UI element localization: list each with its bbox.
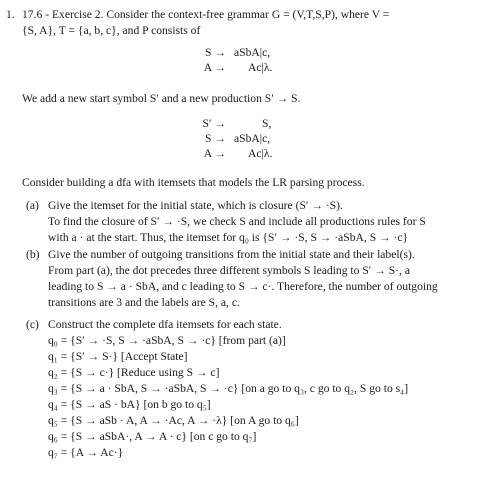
part-a-answer-line-2: with a · at the start. Thus, the itemset for q₀ is {S′ → ·S, S → ·aSbA, S → ·c} (48, 231, 409, 244)
grammar1-rhs-s: aSbA|c, (234, 46, 271, 59)
problem-intro-line-2: {S, A}, T = {a, b, c}, and P consists of (22, 24, 201, 37)
grammar2-lhs-s: S → (205, 132, 226, 145)
part-b-answer-line-1: From part (a), the dot precedes three different symbols S leading to S′ → S·, a (48, 264, 410, 277)
grammar1-lhs-s: S → (205, 46, 226, 59)
grammar2-rhs-a: Ac|λ. (248, 147, 273, 160)
consider-paragraph: Consider building a dfa with itemsets that models the LR parsing process. (22, 176, 365, 189)
state-q3: q₃ = {S → a · SbA, S → ·aSbA, S → ·c} [on a go to q₃, c go to q₂, S go to s₄] (48, 382, 409, 395)
part-a-label: (a) (26, 199, 39, 212)
grammar2-rhs-s: aSbA|c, (234, 132, 271, 145)
problem-number: 1. (6, 8, 15, 21)
grammar2-rhs-sprime: S, (262, 117, 272, 130)
state-q7: q₇ = {A → Ac·} (48, 446, 124, 459)
part-b-question: Give the number of outgoing transitions from the initial state and their label(s). (48, 248, 415, 261)
part-b-answer-line-2: leading to S → a · SbA, and c leading to S → c·. Therefore, the number of outgoing (48, 280, 438, 293)
state-q5: q₅ = {S → aSb · A, A → ·Ac, A → ·λ} [on A go to q₆] (48, 414, 299, 427)
grammar1-rhs-a: Ac|λ. (248, 61, 273, 74)
grammar1-lhs-a: A → (203, 61, 226, 74)
state-q0: q₀ = {S′ → ·S, S → ·aSbA, S → ·c} [from part (a)] (48, 334, 286, 347)
part-c-label: (c) (26, 318, 39, 331)
state-q1: q₁ = {S′ → S·} [Accept State] (48, 350, 188, 363)
problem-intro-line-1: 17.6 - Exercise 2. Consider the context-free grammar G = (V,T,S,P), where V = (22, 8, 390, 21)
state-q4: q₄ = {S → aS · bA} [on b go to q₅] (48, 398, 211, 411)
part-a-question: Give the itemset for the initial state, which is closure (S′ → ·S). (48, 199, 343, 212)
state-q2: q₂ = {S → c·} [Reduce using S → c] (48, 366, 220, 379)
part-b-answer-line-3: transitions are 3 and the labels are S, a, c. (48, 296, 240, 309)
part-b-label: (b) (26, 248, 40, 261)
state-q6: q₆ = {S → aSbA·, A → A · c} [on c go to q₇] (48, 430, 257, 443)
augment-paragraph: We add a new start symbol S′ and a new production S′ → S. (22, 92, 301, 105)
part-a-answer-line-1: To find the closure of S′ → ·S, we check S and include all productions rules for S (48, 215, 426, 228)
grammar2-lhs-sprime: S′ → (202, 117, 226, 130)
grammar2-lhs-a: A → (203, 147, 226, 160)
part-c-question: Construct the complete dfa itemsets for each state. (48, 318, 282, 331)
